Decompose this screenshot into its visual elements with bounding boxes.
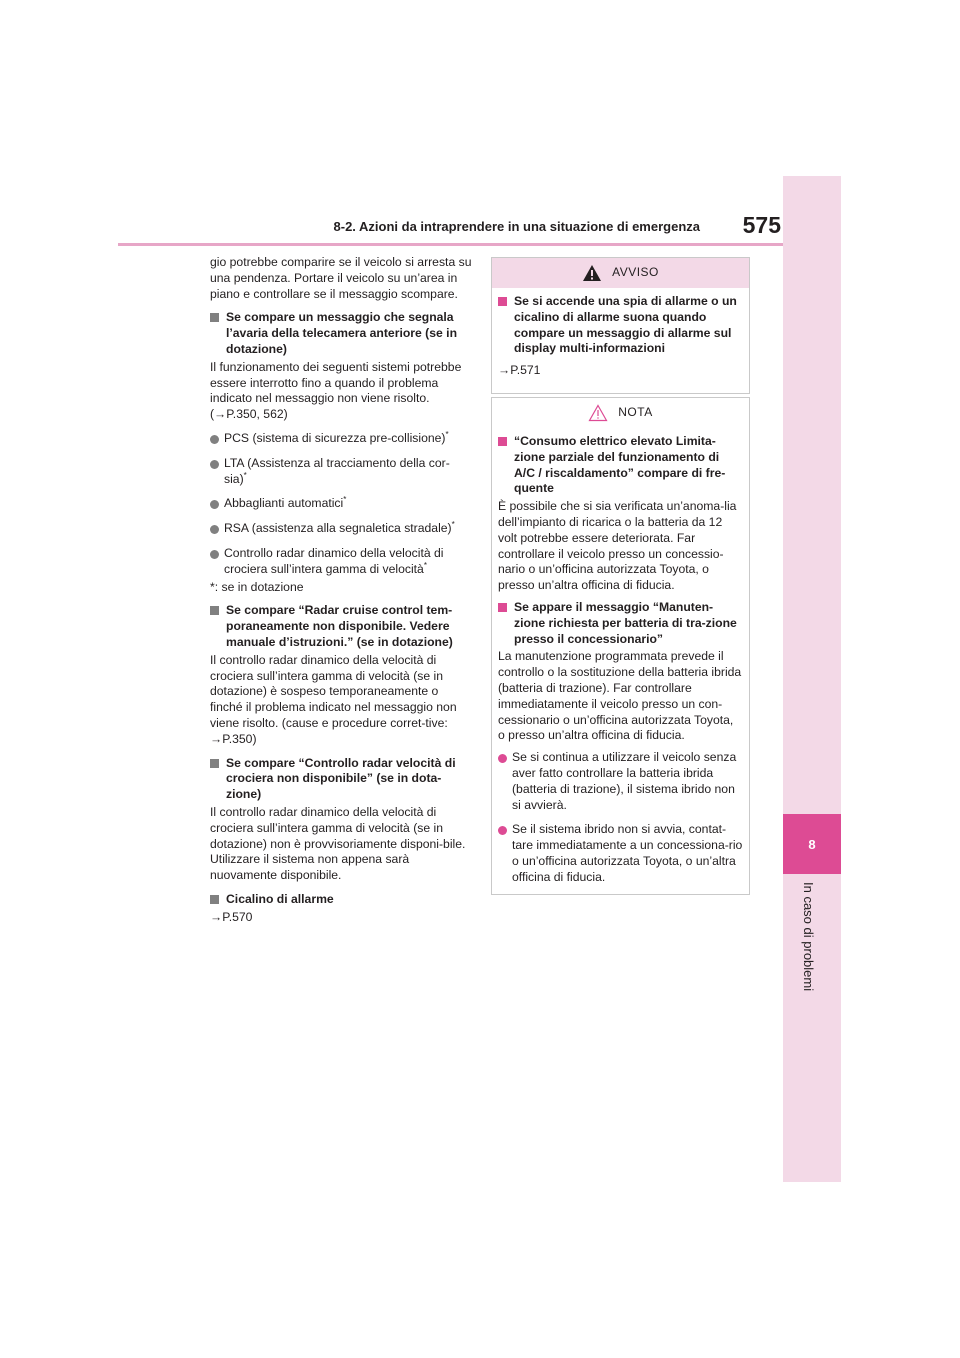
heading-text: Se compare “Controllo radar velocità di crociera non disponibile” (se in dota-zione) (226, 755, 456, 802)
note-box-header (492, 398, 749, 428)
list-item-text: RSA (assistenza alla segnaletica stradale) (224, 521, 452, 536)
note-box (491, 397, 750, 895)
asterisk-mark: * (243, 470, 247, 480)
round-bullet-icon (210, 525, 219, 534)
paragraph-radar-unavailable: Il controllo radar dinamico della velocità di crociera sull’intera gamma di velocità (se in dotazione) non è provvisoriamente disponi-bile. Utilizzare il sistema non appena sarà nuovamente disponibile. (210, 804, 466, 883)
round-bullet-icon (210, 500, 219, 509)
warning-box-header (492, 258, 749, 288)
header-rule (118, 243, 783, 246)
asterisk-mark: * (445, 429, 449, 439)
paragraph-radar-cruise: Il controllo radar dinamico della velocità di crociera sull’intera gamma di velocità (se in dotazione) è sospeso temporaneamente o finché il problema indicato nel messaggio non viene risolto. (cause e procedure corret-tive: →P.350) (210, 652, 457, 746)
list-item-text: Se il sistema ibrido non si avvia, contat-tare immediatamente a un concessiona-rio o un’officina autorizzata Toyota, o un’altra officina di fiducia. (512, 822, 743, 884)
list-item (210, 521, 472, 537)
asterisk-mark: * (343, 495, 347, 505)
list-item (498, 822, 743, 885)
heading-text: Se compare “Radar cruise control tem-poraneamente non disponibile. Vedere manuale d’istruzioni.” (se in dotazione) (226, 603, 453, 649)
note-box-title: NOTA (618, 405, 653, 420)
list-item-text: PCS (sistema di sicurezza pre-collisione) (224, 430, 446, 445)
footnote-mark: *: (210, 579, 219, 594)
heading-text: Se si accende una spia di allarme o un cicalino di allarme suona quando compare un messaggio di allarme sul display multi-informazioni (514, 294, 737, 356)
asterisk-mark: * (451, 520, 455, 530)
round-bullet-icon (498, 754, 507, 763)
round-bullet-icon (498, 826, 507, 835)
square-bullet-icon (498, 437, 507, 446)
asterisk-mark: * (423, 560, 427, 570)
list-item-text: Abbaglianti automatici (224, 496, 344, 511)
heading-text: “Consumo elettrico elevato Limita-zione parziale del funzionamento di A/C / riscaldamento” compare di fre-quente (514, 434, 726, 496)
heading-text: Se compare un messaggio che segnala l’avaria della telecamera anteriore (se in dotazione) (226, 310, 458, 356)
square-bullet-icon (210, 313, 219, 322)
warning-box-body (492, 288, 749, 393)
note-heading-traction-battery (498, 600, 743, 647)
list-item (498, 750, 743, 813)
list-item-text: LTA (Assistenza al tracciamento della cor-sia) (224, 455, 450, 486)
warning-triangle-icon (582, 264, 602, 282)
square-bullet-icon (498, 603, 507, 612)
list-item-text: Controllo radar dinamico della velocità di crociera sull’intera gamma di velocità (224, 545, 444, 576)
note-box-body (492, 428, 749, 894)
list-item (210, 456, 472, 488)
round-bullet-icon (210, 460, 219, 469)
footnote (210, 580, 472, 596)
heading-alarm-buzzer (210, 892, 472, 908)
square-bullet-icon (210, 606, 219, 615)
note-paragraph: È possibile che si sia verificata un’anoma-lia dell’impianto di ricarica o la batteria da 12 volt potrebbe essere deteriorata. Far controllare il veicolo presso un concessio-nario o un’officina autorizzata Toyota, o presso un’altra officina di fiducia. (498, 499, 737, 593)
warning-heading (498, 294, 743, 357)
heading-front-camera (210, 310, 472, 357)
warning-box (491, 257, 750, 394)
chapter-number-badge: 8 (783, 814, 841, 874)
page-reference: →P.571 (498, 363, 541, 378)
square-bullet-icon (210, 759, 219, 768)
heading-radar-cruise (210, 603, 472, 650)
page-number: 575 (742, 212, 781, 238)
list-item (210, 546, 472, 578)
section-title: 8-2. Azioni da intraprendere in una situazione di emergenza (333, 219, 700, 234)
heading-text: Cicalino di allarme (226, 891, 334, 906)
list-item (210, 431, 472, 447)
left-column (210, 255, 472, 933)
list-item-text: Se si continua a utilizzare il veicolo senza aver fatto controllare la batteria ibrida (batteria di trazione), il sistema ibrido non si avvierà. (512, 750, 737, 812)
footnote-text: se in dotazione (221, 579, 304, 594)
square-bullet-icon (210, 895, 219, 904)
chapter-label: In caso di problemi (801, 882, 816, 992)
heading-radar-unavailable (210, 756, 472, 803)
caution-triangle-icon (588, 404, 608, 422)
list-item (210, 496, 472, 512)
note-paragraph: La manutenzione programmata prevede il controllo o la sostituzione della batteria ibrida (batteria di trazione). Far controllare immediatamente il veicolo presso un con-cessionario o un’officina autorizzata Toyota, o presso un’altra officina di fiducia. (498, 649, 742, 743)
round-bullet-icon (210, 550, 219, 559)
paragraph-front-camera: Il funzionamento dei seguenti sistemi potrebbe essere interrotto fino a quando il problema indicato nel messaggio non viene risolto. (→P.350, 562) (210, 359, 462, 422)
warning-box-title: AVVISO (612, 265, 659, 280)
page-reference: →P.570 (210, 909, 253, 924)
square-bullet-icon (498, 297, 507, 306)
note-heading-power-consumption (498, 434, 743, 497)
chapter-side-tab (783, 176, 841, 1182)
heading-text: Se appare il messaggio “Manuten-zione richiesta per batteria di tra-zione presso il concessionario” (514, 599, 737, 646)
intro-paragraph: gio potrebbe comparire se il veicolo si arresta su una pendenza. Portare il veicolo su un’area in piano e controllare se il messaggio scompare. (210, 255, 472, 301)
round-bullet-icon (210, 435, 219, 444)
